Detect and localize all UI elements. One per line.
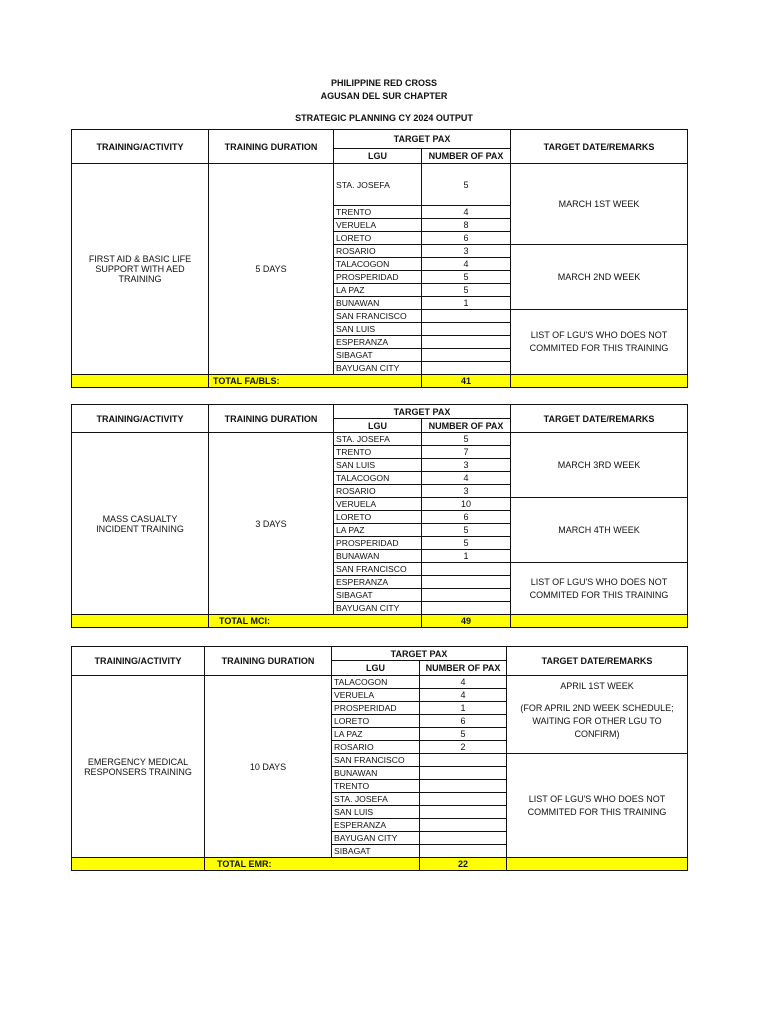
org-name: PHILIPPINE RED CROSS — [330, 78, 438, 88]
pax-cell: 8 — [422, 219, 511, 232]
remarks-cell: MARCH 2ND WEEK — [511, 245, 688, 310]
lgu-cell: BUNAWAN — [332, 767, 420, 780]
pax-cell — [422, 602, 511, 615]
total-label: TOTAL EMR: — [205, 858, 420, 871]
remarks-header: TARGET DATE/REMARKS — [511, 405, 688, 433]
lgu-header: LGU — [334, 149, 422, 164]
lgu-cell: VERUELA — [332, 689, 420, 702]
remarks-header: TARGET DATE/REMARKS — [511, 130, 688, 164]
lgu-cell: SAN LUIS — [334, 459, 422, 472]
target-pax-header: TARGET PAX — [332, 647, 507, 661]
total-value: 41 — [422, 375, 511, 388]
remarks-date: APRIL 1ST WEEK — [560, 681, 634, 691]
pax-cell: 5 — [422, 433, 511, 446]
lgu-header: LGU — [334, 419, 422, 433]
lgu-cell: TALACOGON — [334, 258, 422, 271]
pax-cell — [422, 589, 511, 602]
pax-cell: 4 — [422, 258, 511, 271]
total-value: 49 — [422, 615, 511, 628]
lgu-cell: SAN FRANCISCO — [334, 563, 422, 576]
pax-cell: 5 — [422, 524, 511, 537]
lgu-cell: LA PAZ — [332, 728, 420, 741]
remarks-cell: LIST OF LGU'S WHO DOES NOT COMMITED FOR THIS TRAINING — [511, 310, 688, 375]
duration-header: TRAINING DURATION — [209, 130, 334, 164]
pax-cell: 5 — [422, 164, 511, 206]
lgu-cell: STA. JOSEFA — [334, 433, 422, 446]
pax-cell — [420, 780, 507, 793]
pax-cell: 4 — [420, 689, 507, 702]
pax-cell: 5 — [422, 284, 511, 297]
lgu-cell: PROSPERIDAD — [334, 537, 422, 550]
lgu-cell: TRENTO — [334, 446, 422, 459]
remarks-cell: MARCH 4TH WEEK — [511, 498, 688, 563]
pax-cell: 5 — [422, 537, 511, 550]
lgu-cell: LORETO — [332, 715, 420, 728]
pax-cell — [422, 336, 511, 349]
target-pax-header: TARGET PAX — [334, 130, 511, 149]
pax-cell — [422, 323, 511, 336]
pax-cell — [420, 819, 507, 832]
lgu-cell: VERUELA — [334, 219, 422, 232]
pax-cell — [420, 832, 507, 845]
lgu-cell: SAN FRANCISCO — [334, 310, 422, 323]
lgu-cell: LORETO — [334, 511, 422, 524]
lgu-cell: BAYUGAN CITY — [334, 362, 422, 375]
document-title: STRATEGIC PLANNING CY 2024 OUTPUT — [295, 113, 473, 123]
pax-cell: 1 — [422, 297, 511, 310]
pax-cell: 5 — [420, 728, 507, 741]
pax-cell: 10 — [422, 498, 511, 511]
lgu-cell: BUNAWAN — [334, 550, 422, 563]
pax-cell: 3 — [422, 459, 511, 472]
duration-header: TRAINING DURATION — [209, 405, 334, 433]
pax-cell — [420, 767, 507, 780]
lgu-cell: VERUELA — [334, 498, 422, 511]
pax-cell: 7 — [422, 446, 511, 459]
remarks-cell: MARCH 3RD WEEK — [511, 433, 688, 498]
lgu-cell: ESPERANZA — [334, 336, 422, 349]
remarks-cell — [507, 676, 688, 754]
pax-cell: 6 — [422, 232, 511, 245]
pax-header: NUMBER OF PAX — [422, 149, 511, 164]
pax-cell — [420, 793, 507, 806]
pax-cell: 6 — [420, 715, 507, 728]
lgu-cell: LA PAZ — [334, 524, 422, 537]
duration-cell: 5 DAYS — [209, 164, 334, 375]
pax-cell — [422, 362, 511, 375]
activity-cell: FIRST AID & BASIC LIFE SUPPORT WITH AED TRAINING — [72, 164, 209, 375]
pax-cell — [422, 349, 511, 362]
activity-cell: MASS CASUALTY INCIDENT TRAINING — [72, 433, 209, 615]
mci-table — [71, 404, 688, 628]
pax-cell: 4 — [422, 206, 511, 219]
lgu-cell: SIBAGAT — [334, 589, 422, 602]
activity-cell: EMERGENCY MEDICAL RESPONSERS TRAINING — [72, 676, 205, 858]
pax-cell: 1 — [420, 702, 507, 715]
pax-cell — [420, 806, 507, 819]
pax-cell — [422, 310, 511, 323]
lgu-cell: BAYUGAN CITY — [334, 602, 422, 615]
lgu-cell: SIBAGAT — [334, 349, 422, 362]
remarks-note: (FOR APRIL 2ND WEEK SCHEDULE; WAITING FOR OTHER LGU TO CONFIRM) — [520, 703, 674, 739]
pax-cell — [422, 576, 511, 589]
pax-cell: 5 — [422, 271, 511, 284]
lgu-cell: ESPERANZA — [332, 819, 420, 832]
pax-header: NUMBER OF PAX — [422, 419, 511, 433]
lgu-cell: ROSARIO — [332, 741, 420, 754]
duration-cell: 3 DAYS — [209, 433, 334, 615]
lgu-cell: TRENTO — [332, 780, 420, 793]
lgu-cell: ROSARIO — [334, 485, 422, 498]
lgu-cell: SIBAGAT — [332, 845, 420, 858]
pax-cell: 1 — [422, 550, 511, 563]
duration-cell: 10 DAYS — [205, 676, 332, 858]
lgu-cell: ESPERANZA — [334, 576, 422, 589]
pax-cell: 2 — [420, 741, 507, 754]
remarks-header: TARGET DATE/REMARKS — [507, 647, 688, 676]
lgu-cell: LA PAZ — [334, 284, 422, 297]
emr-table — [71, 646, 688, 871]
lgu-cell: TALACOGON — [332, 676, 420, 689]
pax-cell: 4 — [422, 472, 511, 485]
pax-header: NUMBER OF PAX — [420, 661, 507, 676]
lgu-cell: PROSPERIDAD — [334, 271, 422, 284]
lgu-cell: BAYUGAN CITY — [332, 832, 420, 845]
pax-cell: 3 — [422, 485, 511, 498]
lgu-cell: SAN LUIS — [334, 323, 422, 336]
lgu-cell: TRENTO — [334, 206, 422, 219]
remarks-cell: LIST OF LGU'S WHO DOES NOT COMMITED FOR THIS TRAINING — [507, 754, 688, 858]
lgu-header: LGU — [332, 661, 420, 676]
lgu-cell: BUNAWAN — [334, 297, 422, 310]
activity-header: TRAINING/ACTIVITY — [72, 647, 205, 676]
total-label: TOTAL FA/BLS: — [209, 375, 422, 388]
lgu-cell: LORETO — [334, 232, 422, 245]
pax-cell — [420, 845, 507, 858]
lgu-cell: STA. JOSEFA — [334, 164, 422, 206]
lgu-cell: ROSARIO — [334, 245, 422, 258]
total-value: 22 — [420, 858, 507, 871]
remarks-cell: LIST OF LGU'S WHO DOES NOT COMMITED FOR THIS TRAINING — [511, 563, 688, 615]
lgu-cell: SAN FRANCISCO — [332, 754, 420, 767]
pax-cell: 6 — [422, 511, 511, 524]
duration-header: TRAINING DURATION — [205, 647, 332, 676]
pax-cell — [420, 754, 507, 767]
target-pax-header: TARGET PAX — [334, 405, 511, 419]
total-label: TOTAL MCI: — [209, 615, 422, 628]
lgu-cell: PROSPERIDAD — [332, 702, 420, 715]
chapter-name: AGUSAN DEL SUR CHAPTER — [320, 91, 448, 101]
activity-header: TRAINING/ACTIVITY — [72, 405, 209, 433]
lgu-cell: TALACOGON — [334, 472, 422, 485]
pax-cell: 3 — [422, 245, 511, 258]
pax-cell — [422, 563, 511, 576]
lgu-cell: STA. JOSEFA — [332, 793, 420, 806]
lgu-cell: SAN LUIS — [332, 806, 420, 819]
remarks-cell: MARCH 1ST WEEK — [511, 164, 688, 245]
pax-cell: 4 — [420, 676, 507, 689]
activity-header: TRAINING/ACTIVITY — [72, 130, 209, 164]
fa-bls-table — [71, 129, 688, 388]
